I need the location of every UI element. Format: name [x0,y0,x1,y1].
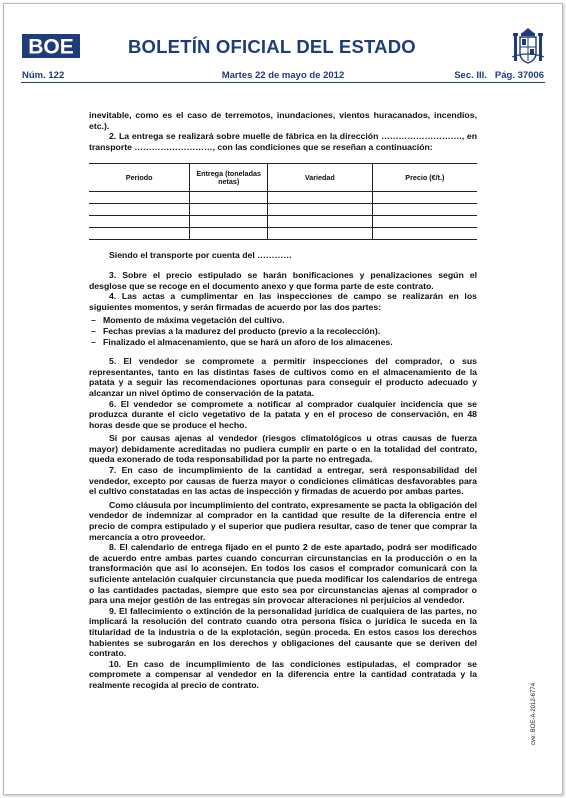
col-precio: Precio (€/t.) [372,164,477,192]
paragraph-clause-8: 8. El calendario de entrega fijado en el punto 2 de este apartado, podrá ser modificado de acuerdo entre ambas partes cuando concurran circunstancias en la producción o en la transformación que así lo aconsejen. En todos los casos el comprador comunicará con la suficiente antelación cualquier circunstancia que pueda modificar los calendarios de entrega o las cantidades pactadas, siempre que esto sea por circunstancias ajenas al comprador o para una mejor gestión de las entregas sin provocar alteraciones ni perjuicios al vendedor. [89,542,477,606]
issue-date: Martes 22 de mayo de 2012 [221,70,345,81]
table-header-row [89,164,477,192]
issue-number: Núm. 122 [22,70,65,81]
paragraph: inevitable, como es el caso de terremotos, inundaciones, vientos huracanados, incendios, etc.). [89,110,477,131]
col-entrega: Entrega (toneladas netas) [190,164,268,192]
table-row [89,192,477,204]
table-row [89,216,477,228]
svg-text:BOE: BOE [28,35,74,58]
header-rule [21,82,545,83]
col-periodo: Periodo [89,164,190,192]
list-item: – Momento de máxima vegetación del cultivo. [89,315,477,326]
paragraph-clause-6: 6. El vendedor se compromete a notificar al comprador cualquier incidencia que se produzca durante el ciclo vegetativo de la patata y en el proceso de conservación, en 48 horas desde que se produce el hecho. [89,398,477,430]
page-number: Pág. 37006 [494,70,544,81]
paragraph-transport: Siendo el transporte por cuenta del ………… [109,250,292,261]
list-item: – Fechas previas a la madurez del producto (previo a la recolección). [89,326,477,337]
paragraph: Como cláusula por incumplimiento del contrato, expresamente se pacta la obligación del vendedor de indemnizar al comprador en la cantidad que resulte de la diferencia entre el precio de compra estipulado y el superior que pudiera resultar, caso de tener que comprar la mercancía a otro proveedor. [89,499,477,542]
document-body [89,110,477,691]
paragraph-clause-3: 3. Sobre el precio estipulado se harán bonificaciones y penalizaciones según el desglose que se recoge en el documento anexo y que forma parte de este contrato. [89,269,477,291]
section-label: Sec. III. [454,70,487,81]
delivery-table [89,163,477,240]
inspection-list [89,315,477,347]
boe-logo [22,34,80,58]
coat-of-arms-icon [512,27,544,67]
paragraph-clause-2: 2. La entrega se realizará sobre muelle de fábrica en la dirección ………………………., en transporte ………………………, con las condiciones que se reseñan a continuación: [89,131,477,152]
list-item: – Finalizado el almacenamiento, que se hará un aforo de los almacenes. [89,337,477,348]
table-row [89,228,477,240]
paragraph-clause-10: 10. En caso de incumplimiento de las condiciones estipuladas, el comprador se compromete a compensar al vendedor en la diferencia entre la cantidad contratada y la realmente recogida al precio de contrato. [89,658,477,690]
paragraph-clause-7: 7. En caso de incumplimiento de la cantidad a entregar, será responsabilidad del vendedor, excepto por causas de fuerza mayor o condiciones climáticas desfavorables para el cultivo constatadas en las actas de inspección y firmadas de acuerdo por ambas partes. [89,465,477,497]
paragraph-clause-4: 4. Las actas a cumplimentar en las inspecciones de campo se realizarán en los siguientes momentos, y serán firmadas de acuerdo por las dos partes: [89,291,477,312]
col-variedad: Variedad [267,164,372,192]
paragraph-clause-5: 5. El vendedor se compromete a permitir inspecciones del comprador, o sus representantes, tanto en las distintas fases de cultivos como en el almacenamiento de la patata y a seguir las recomendaciones oportunas para conseguir el producto adecuado y alcanzar un nivel óptimo de conservación de la patata. [89,356,477,398]
section-page [454,70,544,81]
cve-identifier: cve: BOE-A-2012-6774 [531,682,537,745]
page-title: BOLETÍN OFICIAL DEL ESTADO [128,36,416,57]
paragraph-clause-9: 9. El fallecimiento o extinción de la personalidad jurídica de cualquiera de las partes, no implicará la resolución del contrato cuando otra persona física o jurídica le suceda en la titularidad de la industria o de la explotación, según proceda. En estos casos los derechos habientes se subrogarán en los derechos y obligaciones del causante que se deriven del contrato. [89,605,477,659]
table-row [89,204,477,216]
paragraph: Si por causas ajenas al vendedor (riesgos climatológicos u otras causas de fuerza mayor) debidamente acreditadas no pudiera cumplir en parte o en la totalidad del contrato, queda exonerado de toda responsabilidad por la parte no entregada. [89,433,477,465]
